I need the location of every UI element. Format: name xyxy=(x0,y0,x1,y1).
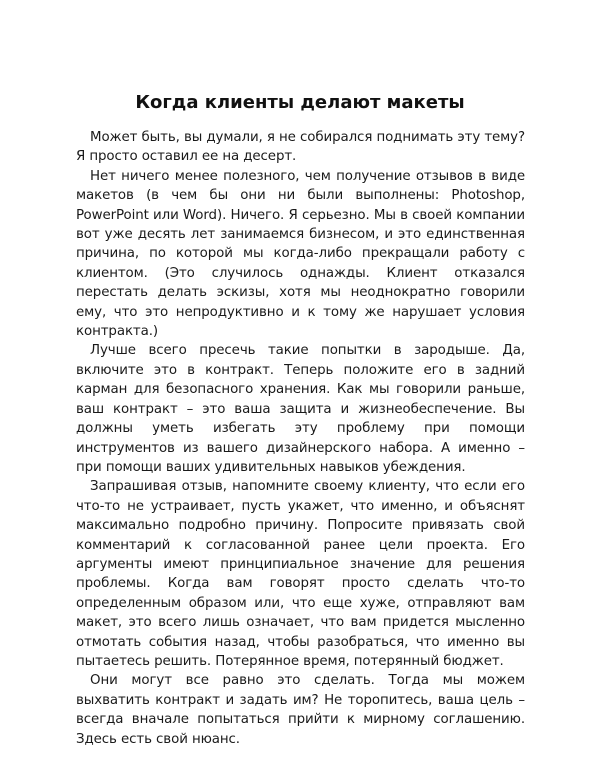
paragraph: Может быть, вы думали, я не собирался поднимать эту тему? Я просто оставил ее на десерт. xyxy=(76,130,525,165)
page-title: Когда клиенты делают макеты xyxy=(135,92,465,113)
paragraph: Лучше всего пресечь такие попытки в зародыше. Да, включите это в контракт. Теперь положите его в задний карман для безопасного хранения. Как мы говорили раньше, ваш контракт – это ваша защита и жизнеобеспечение. Вы должны уметь избегать эту проблему при помощи инструментов из вашего дизайнерского набора. А именно – при помощи ваших удивительных навыков убеждения. xyxy=(76,343,525,475)
paragraph: Они могут все равно это сделать. Тогда мы можем выхватить контракт и задать им? Не торопитесь, ваша цель – всегда вначале попытаться прийти к мирному соглашению. Здесь есть свой нюанс. xyxy=(76,673,525,747)
body-text xyxy=(76,128,525,749)
paragraph: Нет ничего менее полезного, чем получение отзывов в виде макетов (в чем бы они ни были выполнены: Photoshop, PowerPoint или Word). Ничего. Я серьезно. Мы в своей компании вот уже десять лет занимаемся бизнесом, и это единственная причина, по которой мы когда-либо прекращали работу с клиентом. (Это случилось однажды. Клиент отказался перестать делать эскизы, хотя мы неоднократно говорили ему, что это непродуктивно и к тому же нарушает условия контракта.) xyxy=(76,168,525,340)
paragraph: Запрашивая отзыв, напомните своему клиенту, что если его что-то не устраивает, пусть укажет, что именно, и объяснят максимально подробно причину. Попросите привязать свой комментарий к согласованной ранее цели проекта. Его аргументы имеют принципиальное значение для решения проблемы. Когда вам говорят просто сделать что-то определенным образом или, что еще хуже, отправляют вам макет, это всего лишь означает, что вам придется мысленно отмотать события назад, чтобы разобраться, что именно вы пытаетесь решить. Потерянное время, потерянный бюджет. xyxy=(76,479,525,669)
